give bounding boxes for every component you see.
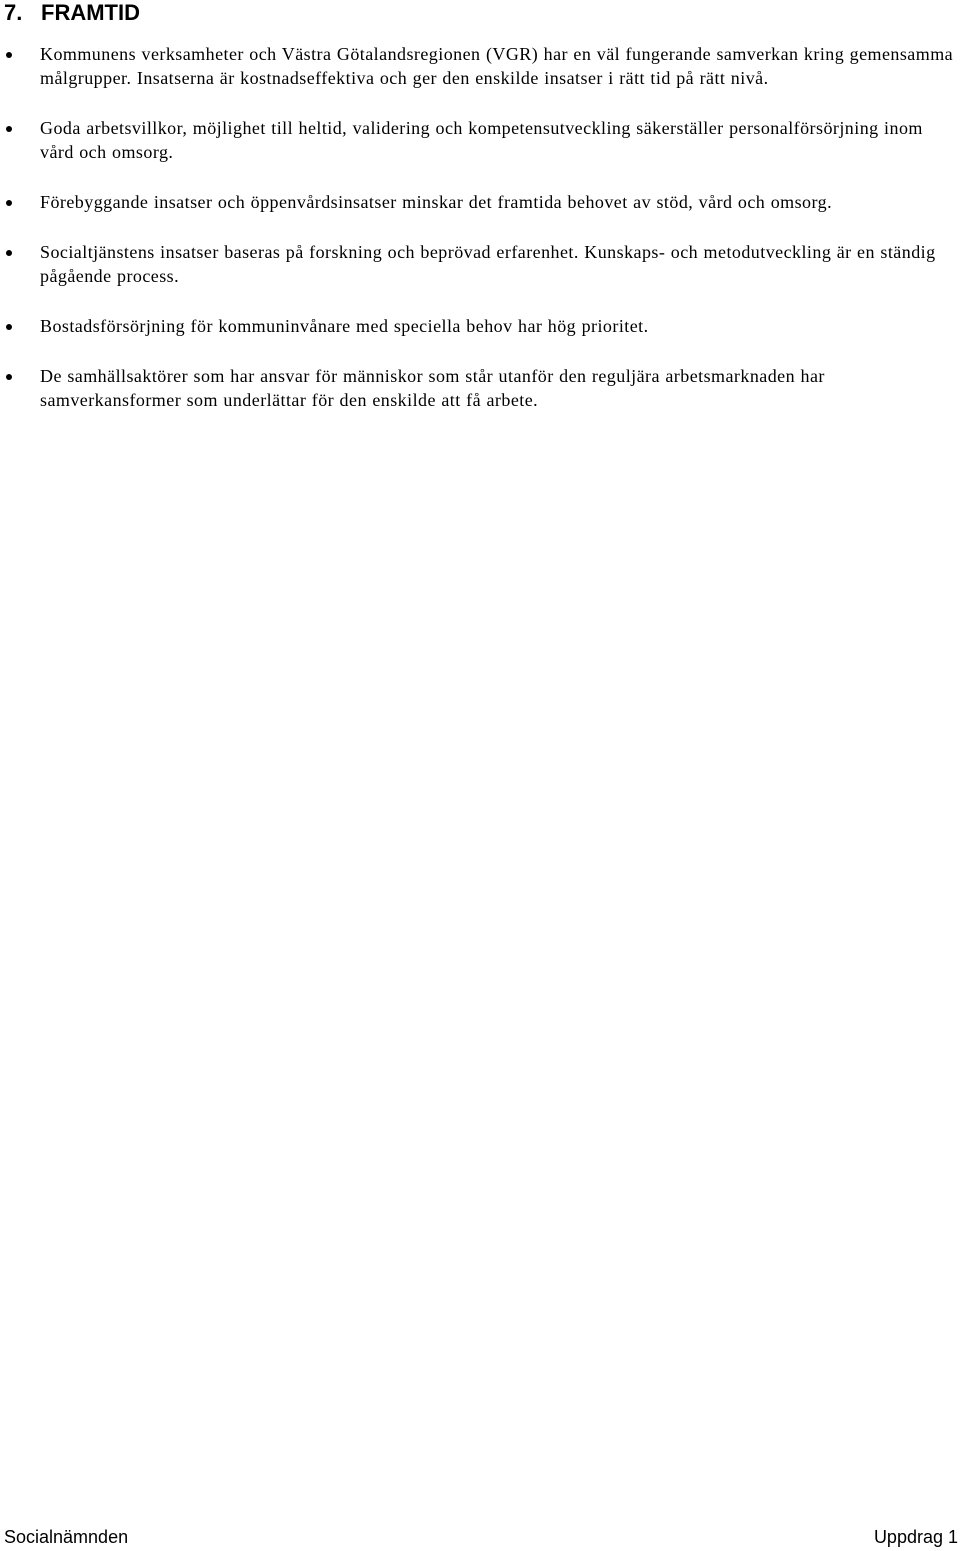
bullet-icon	[6, 200, 12, 206]
list-item	[0, 116, 960, 164]
list-item-text: Socialtjänstens insatser baseras på forskning och beprövad erfarenhet. Kunskaps- och metodutveckling är en ständig pågående process.	[40, 242, 936, 286]
list-item-text: Kommunens verksamheter och Västra Götalandsregionen (VGR) har en väl fungerande samverkan kring gemensamma målgrupper. Insatserna är kostnadseffektiva och ger den enskilde insatser i rätt tid på rätt nivå.	[40, 44, 954, 88]
list-item-text: Förebyggande insatser och öppenvårdsinsatser minskar det framtida behovet av stöd, vård och omsorg.	[40, 192, 833, 212]
bullet-icon	[6, 52, 12, 58]
list-item	[0, 240, 960, 288]
list-item	[0, 42, 960, 90]
list-item-text: Bostadsförsörjning för kommuninvånare med speciella behov har hög prioritet.	[40, 316, 649, 336]
list-item	[0, 314, 960, 338]
bullet-icon	[6, 374, 12, 380]
list-item-text: Goda arbetsvillkor, möjlighet till heltid, validering och kompetensutveckling säkerställer personalförsörjning inom vård och omsorg.	[40, 118, 923, 162]
bullet-list	[0, 42, 960, 438]
page-footer	[0, 1523, 960, 1551]
section-heading	[4, 0, 140, 26]
footer-organization: Socialnämnden	[4, 1527, 129, 1547]
section-title: FRAMTID	[41, 0, 140, 25]
bullet-icon	[6, 250, 12, 256]
section-number: 7.	[4, 0, 23, 25]
list-item	[0, 364, 960, 412]
list-item	[0, 190, 960, 214]
bullet-icon	[6, 324, 12, 330]
list-item-text: De samhällsaktörer som har ansvar för människor som står utanför den reguljära arbetsmarknaden har samverkansformer som underlättar för den enskilde att få arbete.	[40, 366, 825, 410]
bullet-icon	[6, 126, 12, 132]
footer-assignment: Uppdrag 1	[873, 1527, 958, 1547]
